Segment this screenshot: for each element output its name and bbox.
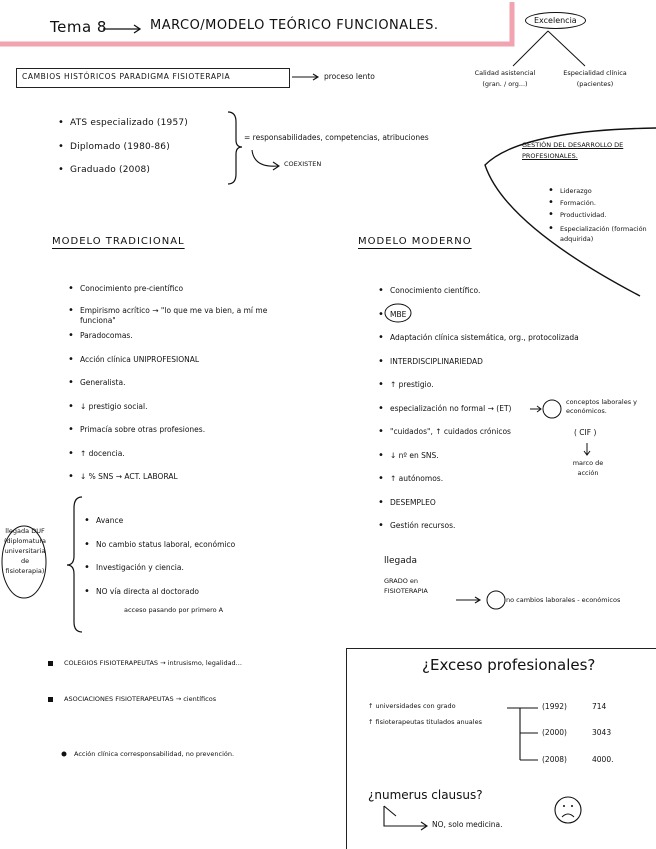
list-item: • Primacía sobre otras profesiones. (68, 423, 300, 447)
list-item: • ↑ docencia. (68, 447, 300, 471)
list-item: • NO vía directa al doctorado (84, 585, 235, 609)
value-1992: 714 (592, 702, 607, 711)
list-item: • ATS especializado (1957) (58, 116, 188, 140)
trad-sub-list (84, 514, 235, 608)
colegios-item: COLEGIOS FISIOTERAPEUTAS → intrusismo, legalidad... (64, 659, 242, 667)
value-2008: 4000. (592, 755, 614, 764)
list-item: • DESEMPLEO (378, 496, 579, 520)
excelencia-branch-left (513, 31, 548, 66)
list-item: • Conocimiento científico. (378, 284, 579, 308)
cambios-label: CAMBIOS HISTÓRICOS PARADIGMA FISIOTERAPIA (22, 72, 231, 81)
list-item: • Empirismo acrítico → "lo que me va bien, a mí me funciona" (68, 306, 300, 330)
cif-note: marco de acción (572, 459, 604, 477)
cif-label: ( CIF ) (574, 428, 597, 437)
exceso-title: ¿Exceso profesionales? (422, 656, 596, 674)
list-item: • Liderazgo (548, 184, 648, 196)
exceso-row2: ↑ fisioterapeutas titulados anuales (368, 718, 482, 726)
modelo-tradicional-title: MODELO TRADICIONAL (52, 236, 185, 247)
llegada-grado: GRADO en FISIOTERAPIA (384, 577, 428, 595)
list-item: • Diplomado (1980-86) (58, 140, 188, 164)
list-item: • Conocimiento pre-científico (68, 282, 300, 306)
llegada-result: no cambios laborales - económicos (506, 596, 621, 604)
excelencia-bubble: Excelencia (525, 12, 586, 29)
list-item: • ↓ % SNS → ACT. LABORAL (68, 470, 300, 494)
coexisten-arrow (252, 150, 278, 166)
tema-label: Tema 8 (50, 18, 107, 36)
trad-sub-brace (67, 497, 82, 632)
et-note: conceptos laborales y económicos. (566, 398, 637, 415)
list-item: • MBE (378, 308, 579, 332)
proceso-lento: proceso lento (324, 72, 375, 81)
numerus-clausus: ¿numerus clausus? (368, 788, 483, 802)
modelo-moderno-title: MODELO MODERNO (358, 236, 472, 247)
list-item: • Investigación y ciencia. (84, 561, 235, 585)
year-1992: (1992) (542, 702, 567, 711)
list-item: • Graduado (2008) (58, 163, 188, 187)
cambios-list (58, 116, 188, 187)
list-item: • Gestión recursos. (378, 519, 579, 543)
llegada-duf: llegada DUF (diplomatura universitaria de fisioterapia) (4, 527, 47, 575)
excelencia-left: Calidad asistencial (gran. / org...) (474, 69, 536, 88)
trad-sub-note: acceso pasando por primero A (124, 606, 224, 614)
llegada-title: llegada (384, 556, 417, 566)
gestion-list (548, 184, 648, 246)
excelencia-right: Especialidad clínica (pacientes) (563, 69, 627, 88)
mod-list (378, 284, 579, 543)
list-item: • ↓ prestigio social. (68, 400, 300, 424)
list-item: • Generalista. (68, 376, 300, 400)
numerus-answer: NO, solo medicina. (432, 820, 503, 829)
list-item: • "cuidados", ↑ cuidados crónicos (378, 425, 579, 449)
trad-list (68, 282, 300, 494)
cambios-brace (228, 112, 242, 184)
gestion-title: GESTIÓN DEL DESARROLLO DE PROFESIONALES. (522, 141, 624, 160)
list-item: • especialización no formal → (ET) (378, 402, 579, 426)
cambios-equals: = responsabilidades, competencias, atribuciones (244, 133, 429, 142)
list-item: • Especialización (formación adquirida) (548, 224, 648, 246)
list-item: • Avance (84, 514, 235, 538)
list-item: • Formación. (548, 196, 648, 208)
value-2000: 3043 (592, 728, 612, 737)
asociaciones-item: ASOCIACIONES FISIOTERAPEUTAS → científicos (64, 695, 217, 703)
coexisten-label: COEXISTEN (284, 160, 322, 168)
exceso-box (346, 648, 656, 849)
list-item: • Productividad. (548, 208, 648, 224)
exceso-row1: ↑ universidades con grado (368, 702, 456, 710)
list-item: • Paradocomas. (68, 329, 300, 353)
accion-clinica-item: Acción clínica corresponsabilidad, no prevención. (74, 750, 235, 758)
list-item: • INTERDISCIPLINARIEDAD (378, 355, 579, 379)
list-item: • ↑ prestigio. (378, 378, 579, 402)
list-item: • ↓ nº en SNS. (378, 449, 579, 473)
page-title: MARCO/MODELO TEÓRICO FUNCIONALES. (150, 18, 439, 33)
list-item: • ↑ autónomos. (378, 472, 579, 496)
year-2000: (2000) (542, 728, 567, 737)
list-item: • Acción clínica UNIPROFESIONAL (68, 353, 300, 377)
list-item: • Adaptación clínica sistemática, org., protocolizada (378, 331, 579, 355)
excelencia-branch-right (548, 31, 585, 66)
year-2008: (2008) (542, 755, 567, 764)
list-item: • No cambio status laboral, económico (84, 538, 235, 562)
